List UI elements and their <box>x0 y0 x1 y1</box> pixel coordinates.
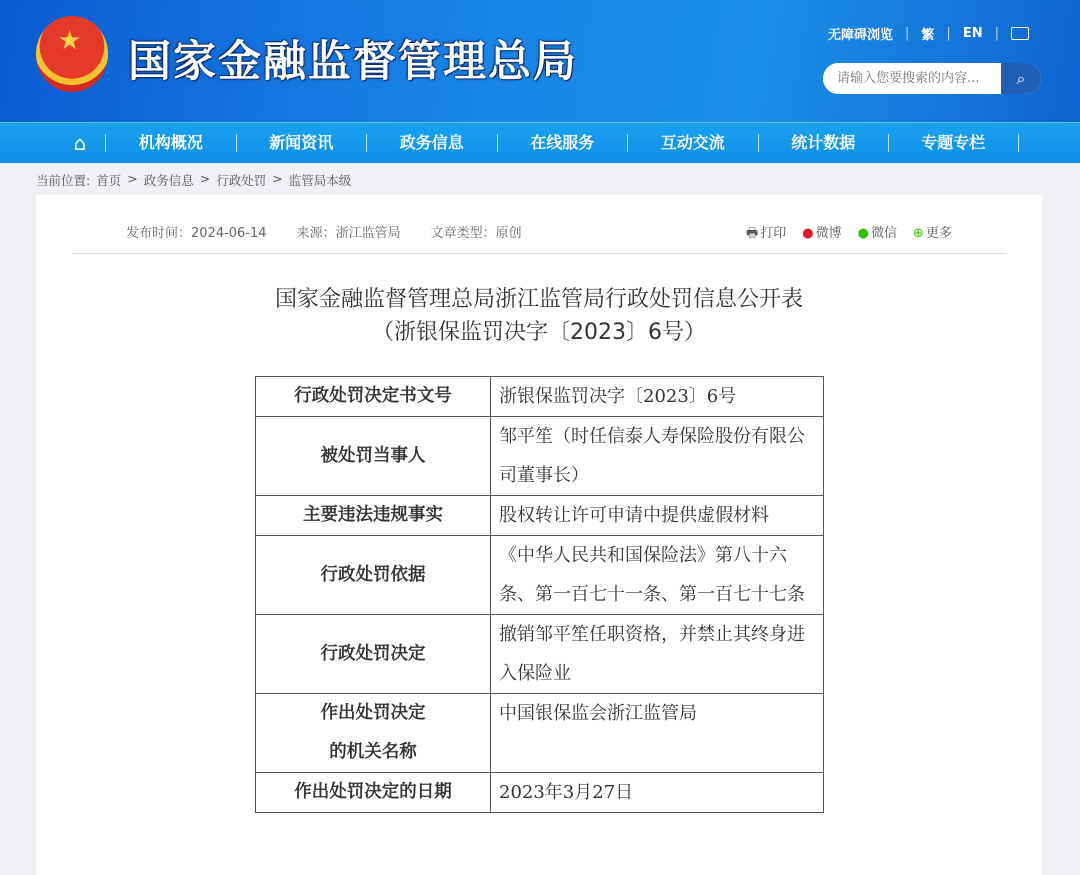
breadcrumb-item[interactable]: 行政处罚 <box>216 173 267 188</box>
chevron-right-icon: > <box>127 171 138 186</box>
source: 来源：浙江监管局 <box>296 226 401 241</box>
wechat-icon: ● <box>857 226 869 241</box>
more-share-button[interactable] <box>913 222 952 246</box>
row-value: 浙银保监罚决字〔2023〕6号 <box>491 377 824 417</box>
row-value: 撤销邹平笙任职资格，并禁止其终身进入保险业 <box>491 615 824 694</box>
penalty-info-table <box>255 376 824 813</box>
table-row <box>256 496 824 536</box>
breadcrumb-item[interactable]: 首页 <box>96 173 122 188</box>
title-line: （浙银保监罚决字〔2023〕6号） <box>372 320 706 345</box>
share-bar <box>746 222 952 246</box>
more-label: 更多 <box>925 226 952 241</box>
article-meta <box>126 222 522 241</box>
search-button[interactable] <box>1001 63 1041 94</box>
row-value: 《中华人民共和国保险法》第八十六条、第一百七十一条、第一百七十七条 <box>491 536 824 615</box>
row-label: 行政处罚依据 <box>256 536 491 615</box>
row-label: 作出处罚决定的机关名称 <box>256 694 491 773</box>
row-value: 邹平笙（时任信泰人寿保险股份有限公司董事长） <box>491 417 824 496</box>
divider <box>72 253 1006 254</box>
wechat-share-button[interactable] <box>858 222 897 246</box>
row-label: 行政处罚决定书文号 <box>256 377 491 417</box>
publish-date: 发布时间：2024-06-14 <box>126 226 267 241</box>
separator: | <box>946 26 951 41</box>
chevron-right-icon: > <box>199 171 211 186</box>
nav-item[interactable]: 在线服务 <box>497 134 628 152</box>
accessibility-link[interactable]: 无障碍浏览 <box>828 28 894 43</box>
row-value: 股权转让许可申请中提供虚假材料 <box>491 496 824 536</box>
home-icon[interactable]: ⌂ <box>73 131 87 155</box>
separator: | <box>994 26 999 41</box>
search-input[interactable] <box>823 63 998 94</box>
english-link[interactable]: EN <box>962 26 983 41</box>
mail-icon[interactable] <box>1011 27 1029 40</box>
printer-icon: 🖶 <box>746 226 759 241</box>
article-type: 文章类型：原创 <box>430 226 522 241</box>
row-label: 作出处罚决定的日期 <box>256 773 491 813</box>
breadcrumb-label: 当前位置: <box>36 173 91 188</box>
weibo-icon: ● <box>802 226 814 241</box>
chevron-right-icon: > <box>272 171 283 186</box>
table-row <box>256 417 824 496</box>
table-row <box>256 694 824 773</box>
row-label: 被处罚当事人 <box>256 417 491 496</box>
nav-item[interactable]: 统计数据 <box>758 134 889 152</box>
nav-item[interactable]: 机构概况 <box>105 134 236 152</box>
top-links <box>828 24 1029 43</box>
table-row <box>256 773 824 813</box>
row-value: 中国银保监会浙江监管局 <box>491 694 824 773</box>
search-icon: ⌕ <box>1016 68 1026 88</box>
print-label: 打印 <box>760 226 787 241</box>
table-row <box>256 615 824 694</box>
row-value: 2023年3月27日 <box>491 773 824 813</box>
row-label: 行政处罚决定 <box>256 615 491 694</box>
print-button[interactable] <box>746 222 786 246</box>
nav-item[interactable]: 新闻资讯 <box>236 134 367 152</box>
national-emblem-logo: ★ <box>36 16 108 92</box>
breadcrumb <box>36 171 351 189</box>
wechat-label: 微信 <box>871 226 898 241</box>
main-nav <box>0 122 1080 163</box>
weibo-share-button[interactable] <box>802 222 841 246</box>
site-header <box>0 0 1080 122</box>
site-title[interactable]: 国家金融监督管理总局 <box>128 37 578 87</box>
nav-item[interactable]: 专题专栏 <box>888 134 1019 152</box>
row-label: 主要违法违规事实 <box>256 496 491 536</box>
plus-circle-icon: ⊕ <box>913 226 924 241</box>
breadcrumb-item[interactable]: 监管局本级 <box>288 173 352 188</box>
separator: | <box>905 26 910 41</box>
title-line: 国家金融监督管理总局浙江监管局行政处罚信息公开表 <box>274 287 803 312</box>
weibo-label: 微博 <box>815 226 842 241</box>
nav-item[interactable]: 互动交流 <box>627 134 758 152</box>
nav-item[interactable]: 政务信息 <box>366 134 497 152</box>
table-row <box>256 377 824 417</box>
table-row <box>256 536 824 615</box>
breadcrumb-item[interactable]: 政务信息 <box>143 173 194 188</box>
article-panel <box>36 195 1042 875</box>
traditional-chinese-link[interactable]: 繁 <box>921 28 935 43</box>
search-box <box>823 63 1041 94</box>
article-title <box>36 283 1042 349</box>
